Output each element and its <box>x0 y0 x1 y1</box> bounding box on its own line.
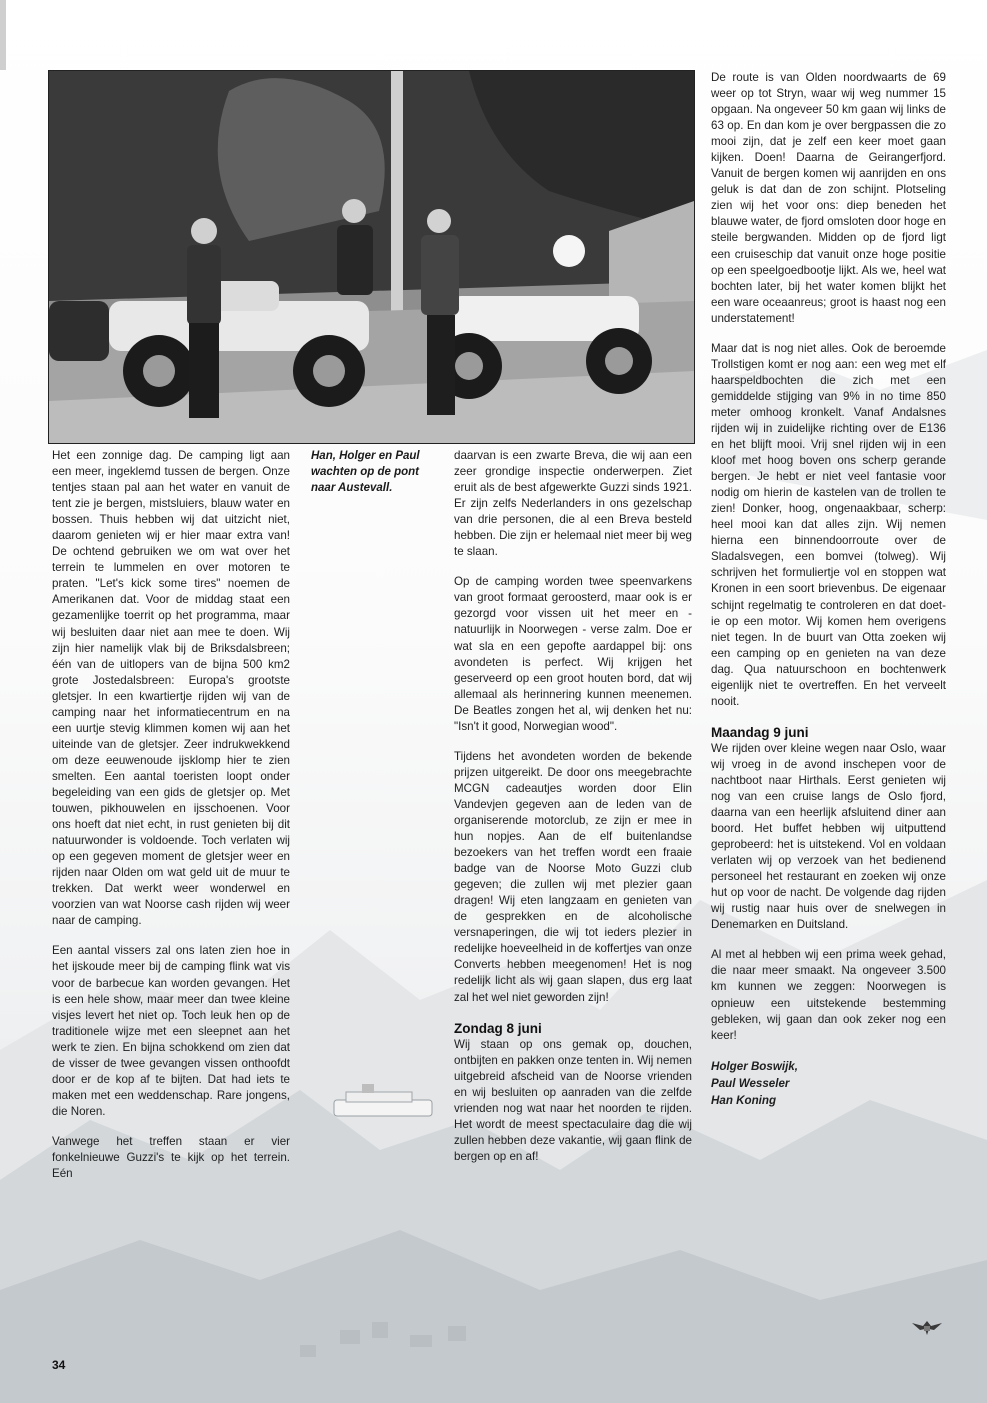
rider-han <box>187 218 221 418</box>
article-column-3 <box>711 70 946 1109</box>
paragraph: Maar dat is nog niet alles. Ook de beroemde Trollstigen komt er nog aan: een weg met elf haarspeldbochten die zich met een gemiddelde stijging van 9% in no time 850 meter omhoog kronkelt. Vanaf Andalsnes rijden wij in zuidelijke richting over de E136 en het blijft mooi. Vrij snel rijden wij in een kloof met hoog boven ons scherp gerande bergen. Je hebt er niet veel fantasie voor nodig om hierin de kastelen van de trollen te zien! Donker, hoog, ongenaakbaar, scherp: heel mooi kan dat alles zijn. Wij nemen hierna een binnendoorroute over de Sladalsvegen, een bomvei (tolweg). Wij schrijven het formuliertje vol en stoppen wat Kronen in een soort brievenbus. De eigenaar schijnt regelmatig te controleren en dat doet-ie op een motor. Wij komen hem overigens niet tegen. In de buurt van Otta zoeken wij een camping op en genieten na van deze dag. Qua natuurschoon en bochtenwerk eigenlijk niet te overtreffen. En het verveelt nooit. <box>711 341 946 708</box>
paragraph: Tijdens het avondeten worden de bekende prijzen uitgereikt. De door ons meegebrachte MCGN cadeautjes worden door Elin Vandevjen gegeven aan de leden van de organiserende motorclub, ze zijn er mee in hun nopjes. Aan de elf buitenlandse bezoekers van het treffen wordt een fraaie badge van de Noorse Moto Guzzi club gegeven; die zullen wij met plezier gaan dragen! Wij eten langzaam en genieten van de gesprekken en de alcoholische versnaperingen, die wij tot ieders plezier in redelijke hoeveelheid in de koffertjes van onze Converts hebben meegenomen! Het is nog redelijk licht als wij gaan slapen, dus erg laat zal het wel niet geworden zijn! <box>454 749 692 1004</box>
paragraph: Al met al hebben wij een prima week gehad, die naar meer smaakt. Na ongeveer 3.500 km kunnen we zeggen: Noorwegen is opnieuw een uitstekende bestemming gebleken, wij gaan dan ook zeker nog een keer! <box>711 948 946 1042</box>
section-heading-maandag: Maandag 9 juni <box>711 724 809 740</box>
paragraph: Het een zonnige dag. De camping ligt aan een meer, ingeklemd tussen de bergen. Onze tentjes staan pal aan het water en vanuit de tent zie je bergen, mistsluiers, blauw water en bossen. Thuis hebben wij dat uitzicht niet, daarom genieten wij er hier maar extra van! De ochtend gebruiken we om wat over het terrein te lummelen en over motoren te praten. "Let's kick some tires" noemen de Amerikanen dat. Voor de middag staat een gezamenlijke toerrit op het programma, maar wij besluiten daar niet aan mee te doen. Wij zijn hier namelijk vlak bij de Briksdalsbreen; één van de uitlopers van de bijna 500 km2 grote Jostedalsbreen: Europa's grootste gletsjer. In een kwartiertje rijden wij van de camping naar het informatiecentrum en na een uurtje stevig klimmen komen wij aan het uiteinde van de gletsjer. Zeer indrukwekkend om deze eeuwenoude ijsklomp hier te zien smelten. Een aantal toeristen loopt onder begeleiding van een gids de gletsjer op. Met touwen, pikhouwelen en ijsschoenen. Voor ons hoeft dat niet echt, in rust genieten bij dit natuurwonder is voldoende. Toch verlaten wij op een gegeven moment de gletsjer weer en rijden naar Olden om wat geld uit de muur te trekken. Dat werkt weer wonderwel en voorzien van wat Noorse cash rijden wij weer naar de camping. <box>52 449 290 928</box>
riders-photo <box>48 70 695 444</box>
moto-guzzi-eagle-icon <box>912 1318 942 1338</box>
article-column-2 <box>454 448 692 1179</box>
photo-caption: Han, Holger en Paul wachten op de pont naar Austevall. <box>311 450 420 494</box>
paragraph: Vanwege het treffen staan er vier fonkelnieuwe Guzzi's te kijk op het terrein. Eén <box>52 1134 290 1181</box>
paragraph: De route is van Olden noordwaarts de 69 weer op tot Stryn, waar wij weg nummer 15 opgaan. Na ongeveer 50 km gaan wij links de 63 op. En dan kom je over bergpassen die zo mooi zijn, dat je zelf een keer moet gaan kijken. Doen! Daarna de Geirangerfjord. Vanuit de bergen komen wij aanrijden en ons geluk is dat dan de zon schijnt. Plotseling zien wij het voor ons: diep beneden het blauwe water, de fjord omsloten door hoge en steile bergwanden. Midden op de fjord ligt een cruiseschip dat vanuit onze hoge positie op een speelgoedbootje lijkt. Als we, heel wat bochten later, bij het water komen blijkt het een ware oceaanreus; groot is haast nog een understatement! <box>711 71 946 325</box>
paragraph: Op de camping worden twee speenvarkens van groot formaat geroosterd, maar ook is er gezorgd voor vissen uit het meer en - natuurlijk in Noorwegen - verse zalm. Doe er wat sla en een gepofte aardappel bij: ons avondeten is perfect. Wij krijgen het geserveerd op een groot houten bord, dat wij allemaal als herinnering kunnen meenemen. De Beatles zongen het al, wij denken het nu: "Isn't it good, Norwegian wood". <box>454 575 692 733</box>
author-signature <box>711 1058 946 1109</box>
page-number: 34 <box>52 1358 66 1372</box>
article-column-1 <box>52 448 290 1196</box>
paragraph: We rijden over kleine wegen naar Oslo, waar wij vroeg in de avond inschepen voor de nachtboot naar Hirthals. Eerst genieten wij nog van een cruise langs de Oslo fjord, daarna van een heerlijk afsluitend diner aan boord. Het buffet hebben wij uitputtend geprobeerd: het is uitstekend. Vol en voldaan verlaten wij op verzoek van het bedienend personeel het restaurant en zoeken wij onze hut op voor de nacht. De volgende dag rijden wij rustig naar huis over de snelwegen in Denemarken en Duitsland. <box>711 741 946 932</box>
author-name: Holger Boswijk, <box>711 1059 798 1073</box>
author-name: Han Koning <box>711 1093 777 1107</box>
author-name: Paul Wesseler <box>711 1076 790 1090</box>
paragraph: Wij staan op ons gemak op, douchen, ontbijten en pakken onze tenten in. Wij nemen uitgebreid afscheid van de Noorse vrienden en wij besluiten op aanraden van die zelfde vrienden nog wat naar het noorden te rijden. Het wordt de meest spectaculaire dag die wij zullen hebben deze vakantie, wij gaan flink de bergen op en af! <box>454 1037 692 1163</box>
paragraph: Een aantal vissers zal ons laten zien hoe in het ijskoude meer bij de camping flink wat vis voor de barbecue kan worden gevangen. Het is een hele show, maar meer dan twee kleine visjes levert het niet op. Toch leuk hen op de traditionele wijze met een sleepnet aan het werk te zien. En bijna schokkend om zien dat de visser de twee gevangen vissen onthoofdt door er de kop af te bijten. Dat had iets te maken met een weddenschap. Rare jongens, die Noren. <box>52 944 290 1118</box>
section-heading-zondag: Zondag 8 juni <box>454 1020 542 1036</box>
paragraph: daarvan is een zwarte Breva, die wij aan een zeer grondige inspectie onderwerpen. Ziet eruit als de best afgewerkte Guzzi sinds 1921. Er zijn zelfs Nederlanders in ons gezelschap van drie personen, die al een Breva besteld hebben. Die zijn er helemaal niet meer bij weg te slaan. <box>454 449 692 559</box>
